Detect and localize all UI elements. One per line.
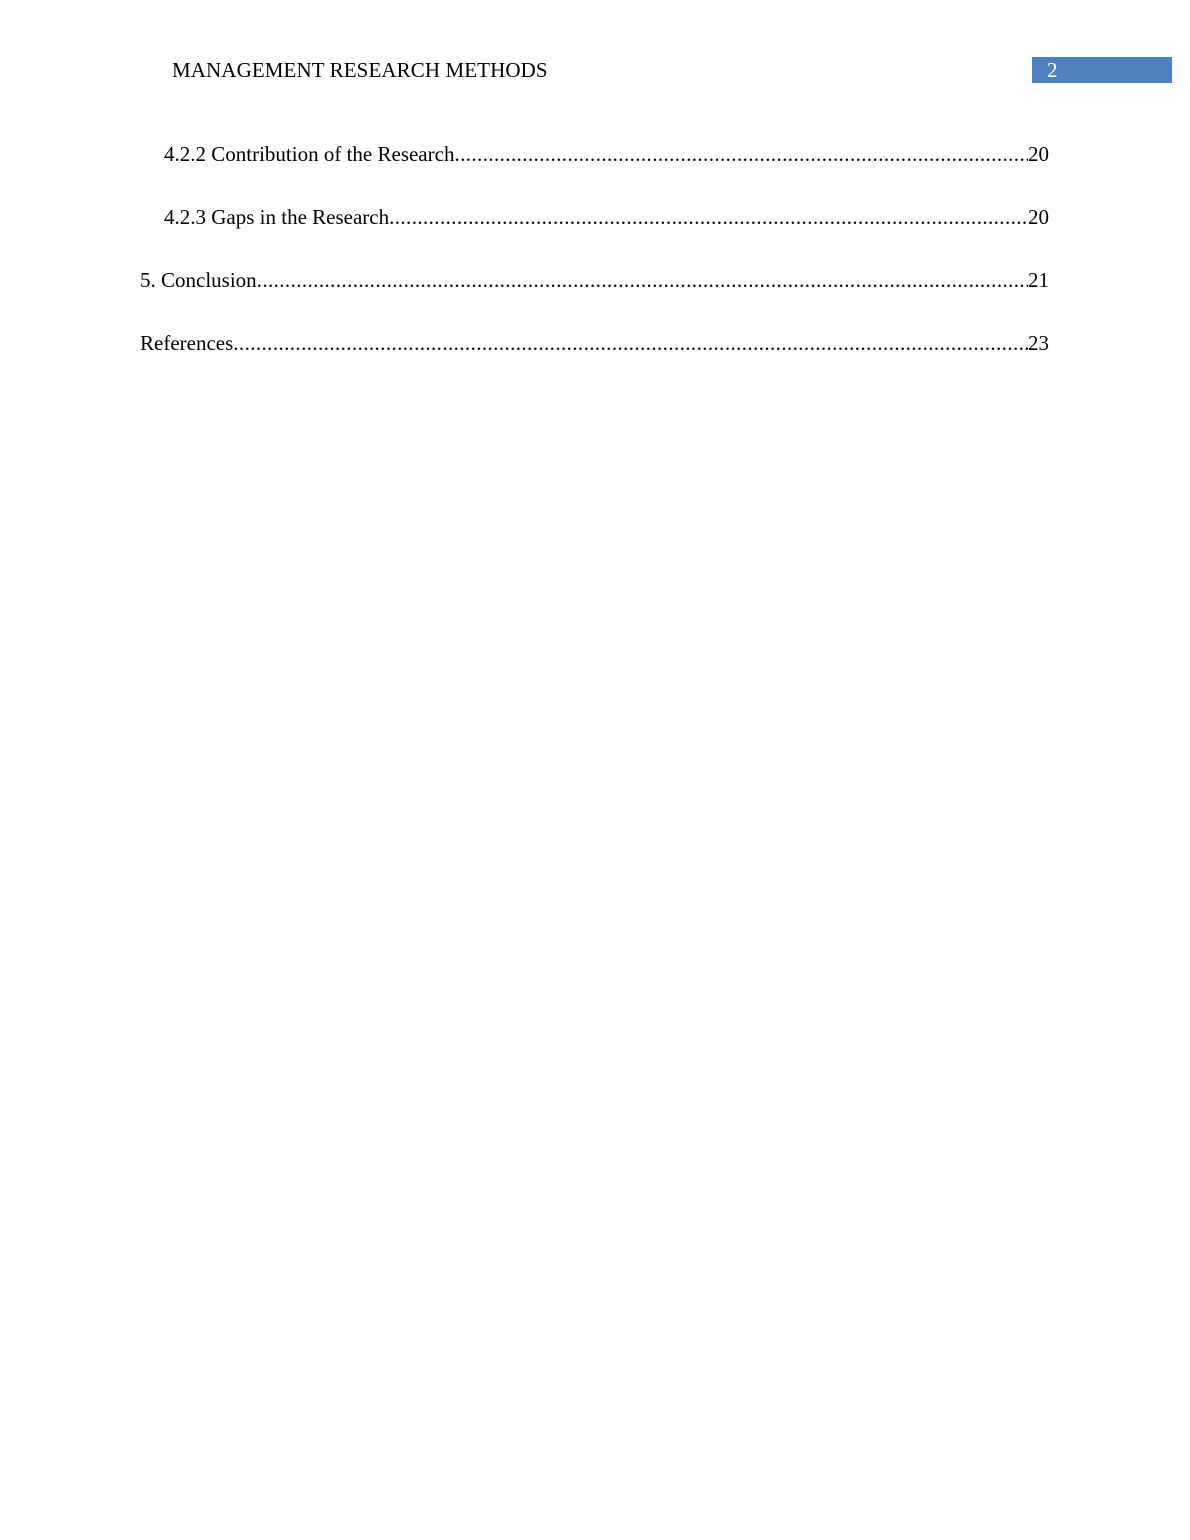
toc-dot-leader: [233, 329, 1028, 357]
page-number-badge: [1032, 57, 1172, 83]
toc-entry-page-number: 20: [1028, 205, 1049, 229]
toc-entry-contribution-of-research[interactable]: [164, 140, 1049, 168]
toc-entry-gaps-in-research[interactable]: [164, 203, 1049, 231]
toc-dot-leader: [454, 140, 1028, 168]
toc-entry-conclusion[interactable]: [140, 266, 1049, 294]
toc-dot-leader: [257, 266, 1028, 294]
toc-entry-label: 4.2.3 Gaps in the Research: [164, 205, 390, 229]
toc-entry-page-number: 21: [1028, 268, 1049, 292]
running-header-title: MANAGEMENT RESEARCH METHODS: [172, 58, 548, 82]
toc-entry-page-number: 23: [1028, 331, 1049, 355]
toc-entry-label: 4.2.2 Contribution of the Research: [164, 142, 455, 166]
toc-entry-label: 5. Conclusion: [140, 268, 257, 292]
toc-entry-references[interactable]: [140, 329, 1049, 357]
toc-dot-leader: [389, 203, 1028, 231]
page-number: 2: [1047, 58, 1058, 82]
toc-entry-page-number: 20: [1028, 142, 1049, 166]
toc-entry-label: References: [140, 331, 234, 355]
